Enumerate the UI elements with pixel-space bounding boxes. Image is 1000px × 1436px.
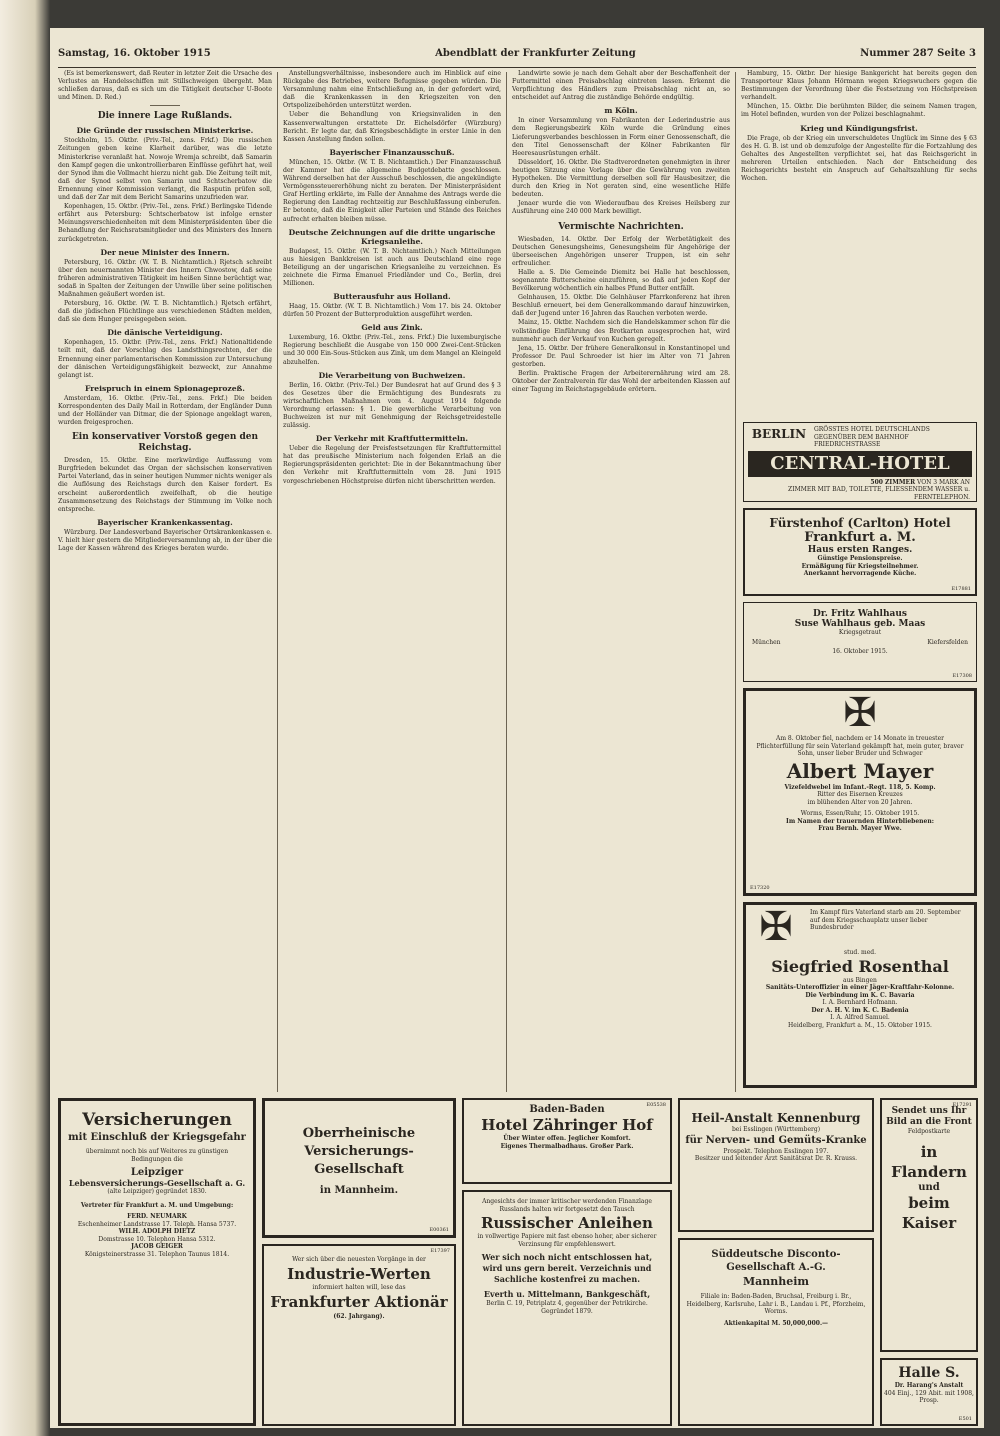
ad-line: GEGENÜBER DEM BAHNHOF FRIEDRICHSTRASSE bbox=[814, 433, 909, 448]
article-text: Gelnhausen, 15. Oktbr. Die Gelnhäuser Pfarrkonferenz hat ihren Beschluß erneuert, bei dem Generalkommando darauf hinzuwirken, daß der Jugend unter 16 Jahren das Rauchen verboten werde. bbox=[512, 294, 730, 318]
ad-company: Lebensversicherungs-Gesellschaft a. G. bbox=[68, 1178, 246, 1188]
ad-subtitle: mit Einschluß der Kriegsgefahr bbox=[68, 1132, 246, 1143]
article-text: Halle a. S. Die Gemeinde Diemitz bei Halle hat beschlossen, sogenannte Butterscheine einzuführen, so daß auf jeden Kopf der Bevölkerung wöchentlich ein halbes Pfund Butter entfällt. bbox=[512, 268, 730, 293]
article-text: Jena, 15. Oktbr. Der frühere Generalkonsul in Konstantinopel und Professor Dr. Paul Schroeder ist hier im Alter von 71 Jahren gestorben. bbox=[512, 344, 730, 368]
ad-line: GRÖSSTES HOTEL DEUTSCHLANDS bbox=[814, 426, 930, 433]
article-text: Würzburg. Der Landesverband Bayerischer Ortskrankenkassen e. V. hielt hier gestern die Mitgliederversammlung ab, in der über die Lage der Kassen während des Krieges beraten wurde. bbox=[58, 528, 272, 553]
ad-line: Eschenheimer Landstrasse 17. Teleph. Hansa 5737. bbox=[77, 1220, 237, 1228]
article-text: Luxemburg, 16. Oktbr. (Priv.-Tel., zens. Frkf.) Die luxemburgische Regierung beschließt die Ausgabe von 150 000 Zwei-Cent-Stücken und 30 000 Ein-Sous-Stücken aus Zink, um dem Mangel an Kleingeld abzuhelfen. bbox=[283, 334, 501, 366]
ad-title: beim Kaiser bbox=[901, 1193, 957, 1232]
header-date: Samstag, 16. Oktober 1915 bbox=[58, 48, 211, 59]
article-text: Anstellungsverhältnisse, insbesondere auch im Hinblick auf eine Rückgabe des Betriebes, weitere Befugnisse gegeben würden. Die Versammlung nahm eine Entschließung an, in der gefordert wird, daß die Krankenkassen in den Kriegszeiten von den Ortspolizeibehörden unterstützt werden. bbox=[283, 70, 501, 110]
ad-line: Feldpostkarte bbox=[907, 1128, 951, 1135]
ad-city: Mannheim bbox=[742, 1275, 810, 1288]
ad-code: E00361 bbox=[429, 1227, 449, 1233]
ad-line: bei Esslingen (Württemberg) bbox=[731, 1126, 821, 1133]
column-1 bbox=[58, 70, 272, 1092]
ad-line: im blühenden Alter von 20 Jahren. bbox=[807, 798, 913, 806]
ad-line: und bbox=[918, 1181, 940, 1193]
ad-place: Kiefersfelden bbox=[927, 638, 968, 646]
ad-name: Halle S. bbox=[898, 1365, 960, 1381]
article-text: Kopenhagen, 15. Oktbr. (Priv.-Tel., zens. Frkf.) Berlingske Tidende erfährt aus Petersburg: Schtscherbatow ist infolge ernster Meinungsverschiedenheiten mit dem Ministerpräsidenten über die Behandlung der Reichsratsmitglieder und des Ministers des Innern zurückgetreten. bbox=[58, 203, 272, 243]
ad-line: Frau Bernh. Mayer Wwe. bbox=[818, 825, 902, 832]
ad-line: Haus ersten Ranges. bbox=[807, 545, 913, 555]
ad-water: FLIESSENDEM WASSER u. FERNTELEPHON. bbox=[885, 486, 970, 501]
ad-line: Vizefeldwebel im Infant.-Regt. 118, 5. Komp. bbox=[784, 783, 936, 791]
ad-line: Prospekt. Telephon Esslingen 197. bbox=[723, 1147, 829, 1155]
article-heading: Bayerischer Finanzausschuß. bbox=[329, 147, 455, 157]
ad-disconto bbox=[678, 1238, 874, 1426]
ad-name: Dr. Fritz Wahlhaus bbox=[813, 609, 907, 619]
article-heading: Ein konservativer Vorstoß gegen den Reichstag. bbox=[71, 432, 259, 454]
ad-obituary-mayer bbox=[743, 688, 977, 896]
ad-text: informiert halten will, lese das bbox=[312, 1283, 406, 1291]
newspaper-page bbox=[50, 28, 984, 1428]
ad-halle bbox=[880, 1358, 978, 1426]
ad-line: JACOB GEIGER bbox=[131, 1243, 183, 1250]
ad-line: Über Winter offen. Jeglicher Komfort. bbox=[503, 1135, 631, 1142]
ad-city: BERLIN bbox=[751, 427, 807, 441]
ad-line: Ritter des Eisernen Kreuzes bbox=[817, 791, 903, 798]
ad-paper: Frankfurter Aktionär bbox=[270, 1293, 448, 1311]
article-text: In einer Versammlung von Fabrikanten der Lederindustrie aus dem Regierungsbezirk Köln wurde die Gründung eines Lieferungsverbandes beschlossen in Form einer Genossenschaft, die den Titel Genossenschaft der Kölner Fabrikanten für Heeresausrüstungen erhält. bbox=[512, 117, 730, 157]
ad-line: Gegründet 1879. bbox=[541, 1307, 593, 1315]
ad-sendet bbox=[880, 1098, 978, 1352]
article-text: Dresden, 15. Oktbr. Eine merkwürdige Auffassung vom Burgfrieden bekundet das Organ der sächsischen konservativen Partei Vaterland, das in seiner heutigen Nummer nichts weniger als die Auflösung des Reichstags durch den Kaiser fordert. Es erscheint außerordentlich zweifelhaft, ob die heutige Zusammensetzung des Reichstags der Stimmung im Volke noch entspreche. bbox=[58, 457, 272, 513]
ad-line: FERD. NEUMARK bbox=[127, 1213, 187, 1220]
article-heading: Vermischte Nachrichten. bbox=[558, 221, 684, 232]
article-text: Landwirte sowie je nach dem Gehalt aber der Beschaffenheit der Futtermittel einen Preisabschlag eintreten lassen. Erkennt die Verpflichtung des Händlers zum Preisabschlag nicht an, so entscheidet auf Antrag die zuständige Behörde endgültig. bbox=[512, 70, 730, 102]
ad-address: Berlin C. 19, Petriplatz 4, gegenüber der Petrikirche. bbox=[486, 1300, 648, 1307]
article-subheading: Die Gründe der russischen Ministerkrise. bbox=[76, 126, 254, 136]
ad-line: Eigenes Thermalbadhaus. Großer Park. bbox=[500, 1142, 634, 1150]
ad-line: wird uns gern bereit. Verzeichnis und bbox=[482, 1263, 652, 1273]
ad-bank: Everth u. Mittelmann, Bankgeschäft, bbox=[483, 1289, 651, 1299]
header-title: Abendblatt der Frankfurter Zeitung bbox=[435, 48, 636, 59]
ad-line: Anerkannt hervorragende Küche. bbox=[803, 570, 917, 577]
ad-text: Am 8. Oktober fiel, nachdem er 14 Monate in treuester Pflichterfüllung für sein Vaterland gekämpft hat, mein guter, braver Sohn, unser lieber Bruder und Schwager bbox=[756, 735, 964, 757]
ad-central-hotel bbox=[743, 422, 977, 502]
ad-line: Die Verbindung im K. C. Bavaria bbox=[805, 991, 915, 999]
ad-versicherung bbox=[58, 1098, 256, 1426]
ad-code: E501 bbox=[958, 1416, 972, 1422]
ad-line: (alte Leipziger) gegründet 1830. bbox=[107, 1188, 207, 1195]
ad-line: I. A. Bernhard Hofmann. bbox=[822, 999, 898, 1006]
ad-line: Günstige Pensionspreise. bbox=[817, 555, 903, 562]
ad-text: Filiale in: Baden-Baden, Bruchsal, Freiburg i. Br., Heidelberg, Karlsruhe, Lahr i. B., Landau i. Pf., Pforzheim, Worms. bbox=[686, 1293, 866, 1315]
ad-hotel-name: Hotel Zähringer Hof bbox=[481, 1116, 653, 1134]
ad-hotel-name: CENTRAL-HOTEL bbox=[748, 451, 972, 477]
ad-title: Russischer Anleihen bbox=[481, 1214, 653, 1232]
article-heading: Die innere Lage Rußlands. bbox=[97, 111, 233, 122]
article-text: Ueber die Regelung der Preisfestsetzungen für Kraftfuttermittel hat das preußische Ministerium nach folgenden Erlaß an die Regierungspräsidenten gerichtet: Die in der Bekanntmachung über den Verkehr mit Kraftfuttermitteln vom 28. Juni 1915 vorgeschriebenen Höchstpreise dürfen nicht überschritten werden. bbox=[283, 445, 501, 485]
ad-line: Dr. Harang's Anstalt bbox=[894, 1382, 964, 1389]
article-text: Berlin. Praktische Fragen der Arbeiterernährung wird am 28. Oktober der Zentralverein für das Wohl der arbeitenden Klassen auf einer Tagung im Reichstagsgebäude erörtern. bbox=[512, 370, 730, 394]
ad-city: in Mannheim. bbox=[319, 1185, 399, 1196]
ad-text: in vollwertige Papiere mit fast ebenso hoher, aber sicherer Verzinsung für empfehlenswert. bbox=[477, 1233, 657, 1248]
ad-line: Der A. H. V. im K. C. Badenia bbox=[811, 1006, 909, 1014]
article-heading: Krieg und Kündigungsfrist. bbox=[800, 123, 918, 133]
ad-price: VON 3 MARK AN bbox=[917, 478, 970, 486]
column-2 bbox=[283, 70, 501, 1092]
ad-line: (62. Jahrgang). bbox=[333, 1313, 385, 1320]
separator bbox=[150, 105, 180, 106]
ad-title: in Flandern bbox=[891, 1142, 967, 1181]
ad-bath: ZIMMER MIT BAD, TOILETTE, bbox=[788, 486, 884, 493]
ad-line: Vertreter für Frankfurt a. M. und Umgebung: bbox=[80, 1201, 234, 1209]
ad-line: Sanitäts-Unteroffizier in einer Jäger-Kraftfahr-Kolonne. bbox=[765, 984, 955, 991]
ad-line: Domstrasse 10. Telephon Hansa 5312. bbox=[98, 1235, 216, 1243]
ad-line: Bild an die Front bbox=[886, 1117, 972, 1127]
article-text: München, 15. Oktbr. Die berühmten Bilder, die seinem Namen tragen, im Hotel befinden, wurden von der Polizei beschlagnahmt. bbox=[741, 103, 977, 119]
ad-line: Sendet uns Ihr bbox=[891, 1106, 967, 1116]
ad-name: Albert Mayer bbox=[786, 758, 934, 783]
ad-line: für Nerven- und Gemüts-Kranke bbox=[685, 1134, 867, 1146]
ad-name: Heil-Anstalt Kennenburg bbox=[691, 1111, 861, 1125]
ad-code: E05538 bbox=[646, 1102, 666, 1108]
ad-line: Königsteinerstrasse 31. Telephon Taunus 1814. bbox=[84, 1250, 230, 1258]
article-text: Die Frage, ob der Krieg ein unverschuldetes Unglück im Sinne des § 63 des H. G. B. ist und ob demzufolge der Angestellte für die Fortzahlung des Gehaltes des Angestellten verpflichtet sei, hat das Reichsgericht in mehreren Urteilen entschieden. Nach der Entscheidung des Reichsgerichts besteht ein Anspruch auf Gehaltszahlung für sechs Wochen. bbox=[741, 134, 977, 183]
article-text: Hamburg, 15. Oktbr. Der hiesige Bankgericht hat bereits gegen den Transporteur Klaus Johann Hörmann wegen Kriegswuchers gegen die Bestimmungen der Verordnung über die Festsetzung von Höchstpreisen verhandelt. bbox=[741, 70, 977, 102]
ad-text: übernimmt noch bis auf Weiteres zu günstigen Bedingungen die bbox=[85, 1148, 229, 1163]
article-text: Petersburg, 16. Oktbr. (W. T. B. Nichtamtlich.) Rjetsch schreibt über den neuernannten Minister des Innern Chwostow, daß seine früheren administrativen Tätigkeit im heißen Sinne berüchtigt war, sodaß in Spalten der Zeitungen der Unwille über seine politischen Maßnahmen geäußert worden ist. bbox=[58, 258, 272, 298]
ad-oberrheinische bbox=[262, 1098, 456, 1238]
ad-code: E17881 bbox=[951, 586, 971, 592]
ad-line: I. A. Alfred Samuel. bbox=[830, 1014, 890, 1021]
ad-aktionaer bbox=[262, 1244, 456, 1426]
ad-line: stud. med. bbox=[844, 949, 876, 956]
ad-name: Siegfried Rosenthal bbox=[771, 956, 949, 976]
article-heading: Freispruch in einem Spionageprozeß. bbox=[85, 383, 245, 393]
article-heading: Der neue Minister des Innern. bbox=[100, 247, 230, 257]
article-text: Amsterdam, 16. Oktbr. (Priv.-Tel., zens. Frkf.) Die beiden Korrespondenten des Daily Mail in Rotterdam, der Engländer Dunn und der Holländer van Ditmar, die der Spionage angeklagt waren, wurden freigesprochen. bbox=[58, 394, 272, 427]
article-text: Budapest, 15. Oktbr. (W. T. B. Nichtamtlich.) Nach Mitteilungen aus hiesigen Bankkreisen ist auch aus Deutschland eine rege Beteiligung an der ungarischen Kriegsanleihe zu verzeichnen. Es zeichnete die Firma Emanuel Friedländer und Co., Berlin, drei Millionen. bbox=[283, 247, 501, 287]
article-text: Ueber die Behandlung von Kriegsinvaliden in den Kassenverwaltungen erstattete Dr. Eichelsdörfer (Würzburg) Bericht. Er legte dar, daß Kriegsbeschädigte in erster Linie in den Kassen Anstellung finden sollen. bbox=[283, 111, 501, 143]
article-text: Stockholm, 15. Oktbr. (Priv.-Tel., zens. Frkf.) Die russischen Zeitungen geben keine Klarheit darüber, was die letzte Ministerkrise veranlaßt hat. Nowoje Wremja schreibt, daß Samarin den Kampf gegen die unkontrollierbaren Einflüsse geführt hat, weil der Synod ihm die Vollmacht hierzu nicht gab. Die Zeitung teilt mit, daß der Synod selbst von Samarin und Schtscherbatow die Ernennung einer Kommission verlangt, die Rasputin prüfen soll, und daß der Zar mit dem Bericht Samarins unzufrieden war. bbox=[58, 137, 272, 202]
article-heading: Die dänische Verteidigung. bbox=[107, 328, 223, 338]
article-heading: m Köln. bbox=[604, 106, 638, 116]
iron-cross-icon: ✠ bbox=[843, 690, 877, 736]
iron-cross-icon: ✠ bbox=[759, 904, 793, 950]
ad-kennenburg bbox=[678, 1098, 874, 1232]
ad-place: Heidelberg, Frankfurt a. M., 15. Oktober 1915. bbox=[788, 1021, 932, 1029]
ad-rooms: 500 ZIMMER bbox=[870, 478, 916, 486]
ad-title: Industrie-Werten bbox=[287, 1264, 431, 1283]
ad-code: E17320 bbox=[750, 885, 770, 891]
ad-company: Oberrheinische Versicherungs-Gesellschaft bbox=[302, 1126, 416, 1177]
column-4 bbox=[741, 70, 977, 415]
ad-name: Suse Wahlhaus geb. Maas bbox=[794, 619, 926, 629]
ad-hotel-name: Fürstenhof (Carlton) Hotel bbox=[769, 516, 951, 530]
ad-code: E17308 bbox=[952, 673, 972, 679]
ad-line: Wer sich noch nicht entschlossen hat, bbox=[481, 1252, 653, 1262]
ad-line: Besitzer und leitender Arzt Sanitätsrat Dr. R. Krauss. bbox=[694, 1155, 858, 1162]
column-3 bbox=[512, 70, 730, 1092]
ad-line: Kriegsgetraut bbox=[838, 629, 882, 636]
ad-line: 404 Einj., 129 Abit. mit 1908, Prosp. bbox=[884, 1389, 974, 1404]
ad-code: E17397 bbox=[430, 1248, 450, 1254]
column-rule bbox=[506, 72, 507, 1092]
ad-line: WILH. ADOLPH DIETZ bbox=[118, 1228, 196, 1235]
ad-place: München bbox=[752, 638, 781, 646]
article-heading: Die Verarbeitung von Buchweizen. bbox=[318, 370, 466, 380]
ad-line: Im Namen der trauernden Hinterbliebenen: bbox=[786, 817, 934, 825]
article-heading: Deutsche Zeichnungen auf die dritte ungarische Kriegsanleihe. bbox=[288, 227, 496, 246]
article-heading: Butterausfuhr aus Holland. bbox=[333, 292, 451, 302]
ad-company: Süddeutsche Disconto-Gesellschaft A.-G. bbox=[711, 1249, 841, 1273]
article-heading: Geld aus Zink. bbox=[361, 323, 423, 333]
ad-text: Wer sich über die neuesten Vorgänge in der bbox=[292, 1256, 426, 1263]
ad-line: aus Bingen bbox=[843, 976, 877, 984]
article-text: Düsseldorf, 16. Oktbr. Die Stadtverordneten genehmigten in ihrer heutigen Sitzung eine Vorlage über die Gewährung von zweiten Hypotheken. Die Vermittlung derselben soll für Hausbesitzer, die durch den Krieg in Not geraten sind, eine wesentliche Hilfe bedeuten. bbox=[512, 158, 730, 199]
article-heading: Bayerischer Krankenkassentag. bbox=[97, 517, 233, 527]
column-rule bbox=[277, 72, 278, 1092]
book-gutter bbox=[0, 0, 50, 1436]
article-text: Kopenhagen, 15. Oktbr. (Priv.-Tel., zens. Frkf.) Nationaltidende teilt mit, daß der Vorschlag des Landsthingsrechten, der die Ernennung einer parlamentarischen Kommission zur Untersuchung der dänischen Verteidigungsfähigkeit bezweckt, zur Annahme gelangt ist. bbox=[58, 339, 272, 379]
header-number: Nummer 287 Seite 3 bbox=[860, 48, 976, 59]
ad-city: Baden-Baden bbox=[529, 1104, 605, 1115]
column-rule bbox=[735, 72, 736, 1092]
article-text: Mainz, 15. Oktbr. Nachdem sich die Handelskammer schon für die vollständige Einführung des Brotkarten ausgesprochen hat, wird nunmehr auch der Verkauf von Kuchen geregelt. bbox=[512, 319, 730, 343]
ad-text: Angesichts der immer kritischer werdenden Finanzlage Russlands halten wir fortgesetzt den Tausch bbox=[482, 1198, 652, 1213]
ad-date: 16. Oktober 1915. bbox=[832, 648, 888, 655]
ad-zaehringer-hof bbox=[462, 1098, 672, 1184]
article-text: Berlin, 16. Oktbr. (Priv.-Tel.) Der Bundesrat hat auf Grund des § 3 des Gesetzes über die Ermächtigung des Bundesrats zu wirtschaftlichen Maßnahmen vom 4. August 1914 folgende Verordnung erlassen: § 1. Die gewerbliche Verarbeitung von Buchweizen ist nur mit Genehmigung der Reichsgetreidestelle zulässig. bbox=[283, 381, 501, 430]
ad-obituary-rosenthal bbox=[743, 902, 977, 1088]
ad-code: E17291 bbox=[952, 1102, 972, 1108]
ad-city: Leipziger bbox=[130, 1167, 184, 1178]
ad-line: Aktienkapital M. 50,000,000.— bbox=[723, 1319, 829, 1327]
article-text: (Es ist bemerkenswert, daß Reuter in letzter Zeit die Ursache des Verlustes an Handelsschiffen mit Stillschweigen übergeht. Man schließen daraus, daß es sich um die Tätigkeit deutscher U-Boote und Minen. D. Red.) bbox=[58, 70, 272, 102]
page-header bbox=[58, 48, 976, 68]
article-heading: Der Verkehr mit Kraftfuttermitteln. bbox=[315, 434, 469, 444]
ad-place: Worms, Essen/Ruhr, 15. Oktober 1915. bbox=[800, 810, 920, 817]
ad-title: Versicherungen bbox=[82, 1110, 232, 1130]
ad-russische-anleihen bbox=[462, 1190, 672, 1426]
ad-city: Frankfurt a. M. bbox=[804, 530, 916, 545]
article-text: Petersburg, 16. Oktbr. (W. T. B. Nichtamtlich.) Rjetsch erfährt, daß die jüdischen Flüchtlinge aus verschiedenen Städten melden, daß sie dem Hunger preisgegeben seien. bbox=[58, 300, 272, 324]
article-text: Jenaer wurde die von Wiederaufbau des Kreises Heilsberg zur Ausführung eine 240 000 Mark bewilligt. bbox=[512, 200, 730, 216]
article-text: Wiesbaden, 14. Oktbr. Der Erfolg der Werbetätigkeit des Deutschen Genesungsheims, Genesungsheim für Angehörige der überseeischen Angehörigen unserer Truppen, ist ein sehr erfreulicher. bbox=[512, 235, 730, 267]
ad-wedding bbox=[743, 602, 977, 682]
article-text: Haag, 15. Oktbr. (W. T. B. Nichtamtlich.) Vom 17. bis 24. Oktober dürfen 50 Prozent der Butterproduktion ausgeführt werden. bbox=[283, 303, 501, 319]
ad-line: Sachliche kostenfrei zu machen. bbox=[493, 1274, 640, 1284]
ad-text: Im Kampf fürs Vaterland starb am 20. September auf dem Kriegsschauplatz unser lieber Bundesbruder bbox=[810, 909, 961, 931]
article-text: München, 15. Oktbr. (W. T. B. Nichtamtlich.) Der Finanzausschuß der Kammer hat die allgemeine Budgetdebatte geschlossen. Während derselben hat der Ausschuß beschlossen, die angekündigte Vermögenssteuererhöhung nicht zu beraten. Der Ministerpräsident Graf Hertling erklärte, im Falle der Annahme des Antrags werde die Regierung den Landtag rechtzeitig zur Beschlußfassung einberufen. Er betonte, daß die Einigkeit aller Parteien und Stände des Reiches aufrecht erhalten bleiben müsse. bbox=[283, 158, 501, 223]
ad-fuerstenhof bbox=[743, 508, 977, 596]
ad-line: Ermäßigung für Kriegsteilnehmer. bbox=[801, 562, 919, 570]
